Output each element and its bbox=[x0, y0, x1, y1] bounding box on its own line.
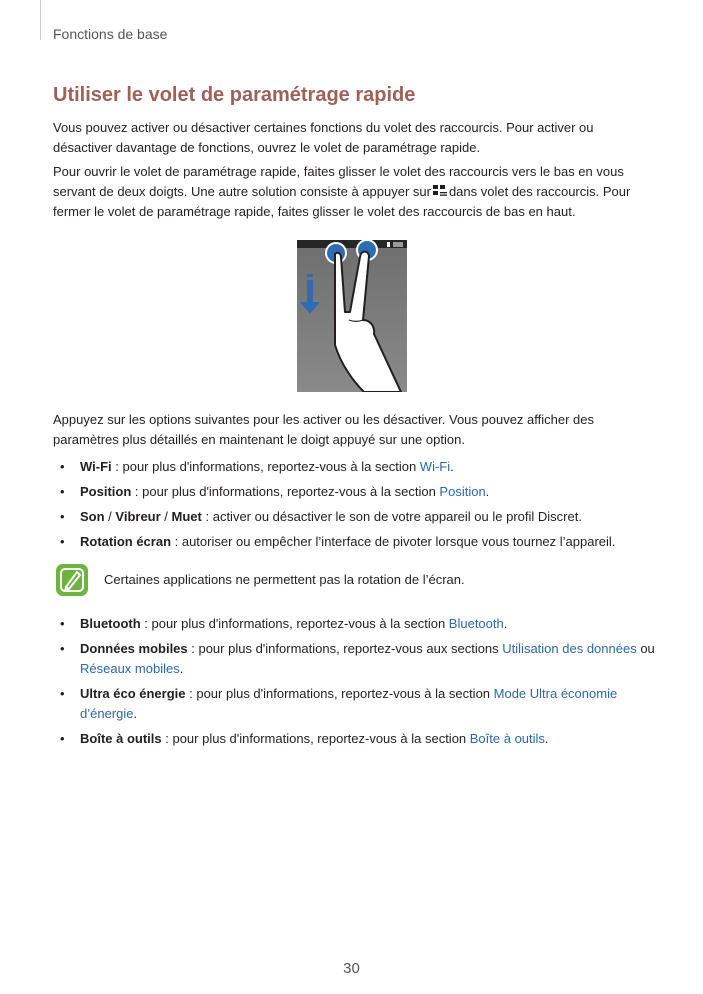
link-mobile-networks[interactable]: Réseaux mobiles bbox=[80, 661, 180, 676]
bullet: • bbox=[60, 731, 65, 746]
options-list-1 bbox=[53, 457, 663, 552]
link-position[interactable]: Position bbox=[439, 484, 486, 499]
list-item-ultra-power-saving: • Ultra éco énergie : pour plus d'informations, reportez-vous à la section Mode Ultra économie d’énergie. bbox=[60, 686, 618, 721]
bullet: • bbox=[60, 616, 65, 631]
list-item-toolbox: • Boîte à outils : pour plus d'informations, reportez-vous à la section Boîte à outils. bbox=[53, 729, 663, 749]
link-wifi[interactable]: Wi-Fi bbox=[419, 459, 451, 474]
status-bar-indicator bbox=[387, 242, 390, 247]
status-bar-battery bbox=[393, 242, 403, 247]
intro-paragraph-2: Pour ouvrir le volet de paramétrage rapide, faites glisser le volet des raccourcis vers le bas en vous servant de deux doigts. Une autre solution consiste à appuyer sur dans volet des raccourcis. Pour fermer le volet de paramétrage rapide, faites glisser le volet des raccourcis de bas en haut. bbox=[53, 164, 631, 219]
list-item-bluetooth: • Bluetooth : pour plus d'informations, reportez-vous à la section Bluetooth. bbox=[53, 614, 663, 634]
link-toolbox[interactable]: Boîte à outils bbox=[469, 731, 545, 746]
bullet: • bbox=[60, 509, 65, 524]
link-ultra-power-saving[interactable]: Mode Ultra économie d’énergie bbox=[80, 686, 618, 721]
page-number: 30 bbox=[343, 960, 360, 977]
note-icon bbox=[55, 563, 89, 597]
bullet: • bbox=[60, 459, 65, 474]
list-item-sound: • Son / Vibreur / Muet : activer ou désactiver le son de votre appareil ou le profil Discret. bbox=[53, 507, 663, 527]
list-item-position: • Position : pour plus d'informations, reportez-vous à la section Position. bbox=[53, 482, 663, 502]
two-finger-swipe-illustration bbox=[297, 240, 407, 392]
bullet: • bbox=[60, 686, 65, 701]
page-title: Utiliser le volet de paramétrage rapide bbox=[53, 84, 416, 106]
list-item-wifi: • Wi-Fi : pour plus d'informations, reportez-vous à la section Wi-Fi. bbox=[53, 457, 663, 477]
bullet: • bbox=[60, 484, 65, 499]
status-bar bbox=[297, 240, 407, 248]
section-header: Fonctions de base bbox=[53, 26, 168, 42]
note-text: Certaines applications ne permettent pas la rotation de l’écran. bbox=[104, 572, 465, 587]
options-intro: Appuyez sur les options suivantes pour les activer ou les désactiver. Vous pouvez afficher des paramètres plus détaillés en maintenant le doigt appuyé sur une option. bbox=[53, 412, 595, 447]
link-data-usage[interactable]: Utilisation des données bbox=[502, 641, 637, 656]
quick-settings-grid-icon bbox=[433, 185, 447, 197]
link-bluetooth[interactable]: Bluetooth bbox=[448, 616, 504, 631]
header-rule bbox=[40, 0, 41, 40]
options-list-2 bbox=[53, 614, 663, 749]
list-item-mobile-data: • Données mobiles : pour plus d'informations, reportez-vous aux sections Utilisation des données ou Réseaux mobiles. bbox=[60, 641, 655, 676]
intro-paragraph-1: Vous pouvez activer ou désactiver certaines fonctions du volet des raccourcis. Pour activer ou désactiver davantage de fonctions, ouvrez le volet de paramétrage rapide. bbox=[53, 120, 594, 155]
bullet: • bbox=[60, 641, 65, 656]
bullet: • bbox=[60, 534, 65, 549]
list-item-rotation: • Rotation écran : autoriser ou empêcher l’interface de pivoter lorsque vous tournez l’appareil. bbox=[53, 532, 663, 552]
